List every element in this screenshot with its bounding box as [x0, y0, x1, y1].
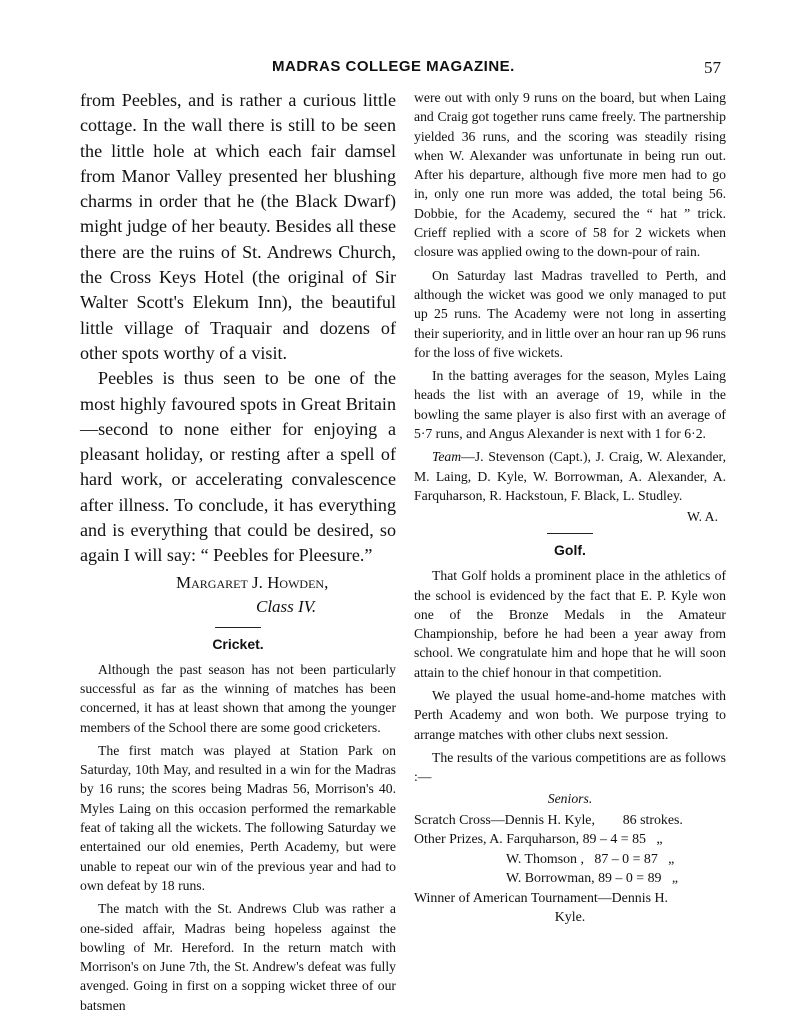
- peebles-paragraph-2: Peebles is thus seen to be one of the most highly favoured spots in Great Britain—second to none either for enjoying a pleasant holiday, or resting after a spell of hard work, or accelerating convalescence after illness. To conclude, it has everything and is everything that could be desired, so again I will say: “ Peebles for Pleesure.”: [80, 368, 396, 566]
- cricket-paragraph-3: The match with the St. Andrews Club was rather a one-sided affair, Madras being hopeless against the bowling of Mr. Hereford. In the return match with Morrison's on June 7th, the St. Andrew's defeat was fully avenged. Going in first on a sopping wicket three of our batsmen: [80, 901, 396, 1013]
- cricket-heading: Cricket.: [212, 635, 264, 652]
- cricket-paragraph-2: The first match was played at Station Park on Saturday, 10th May, and resulted in a win for the Madras by 16 runs; the scores being Madras 56, Morrison's 40. Myles Laing on this occasion performed the remarkable feat of taking all the wickets. The following Saturday we entertained our old enemies, Perth Academy, but were unable to repeat our win of the previous year and had to own defeat by 18 runs.: [80, 742, 396, 893]
- result-other-1: Other Prizes, A. Farquharson, 89 – 4 = 85 „: [414, 832, 663, 847]
- magazine-title: MADRAS COLLEGE MAGAZINE.: [272, 58, 515, 75]
- cricket-paragraph-4: were out with only 9 runs on the board, but when Laing and Craig got together runs came freely. The partnership yielded 36 runs, and the scoring was steadily rising when W. Alexander was unfortunate in being run out. After his departure, although five more men had to go in, only one run more was added, the total being 56. Dobbie, for the Academy, secured the “ hat ” trick. Crieff replied with a score of 58 for 2 wickets when closure was applied owing to the down-pour of rain.: [414, 90, 726, 260]
- result-other-2: W. Thomson , 87 – 0 = 87 „: [506, 851, 675, 867]
- author-name: Margaret J. Howden,: [176, 572, 329, 592]
- result-other-3: W. Borrowman, 89 – 0 = 89 „: [506, 871, 679, 886]
- team-label: Team: [432, 449, 462, 465]
- right-column: [414, 88, 726, 928]
- golf-paragraph-2: We played the usual home-and-home matches with Perth Academy and won both. We purpose trying to arrange matches with other clubs next session.: [414, 688, 726, 742]
- seniors-heading: Seniors.: [547, 790, 593, 806]
- team-list: [414, 447, 726, 505]
- signature: [80, 571, 396, 619]
- golf-heading: Golf.: [554, 542, 586, 559]
- page-header: [0, 58, 800, 82]
- cricket-paragraph-5: On Saturday last Madras travelled to Perth, and although the wicket was good we only managed to put up 25 runs. The Academy were not long in asserting their superiority, and in little over an hour ran up 96 runs for the loss of five wickets.: [414, 267, 726, 360]
- section-divider-golf: [547, 533, 593, 534]
- golf-paragraph-1: That Golf holds a prominent place in the athletics of the school is evidenced by the fact that E. P. Kyle won one of the Bronze Medals in the Amateur Championship, before he had been a year away from school. We congratulate him and hope that he will soon attain to the chief honour in that competition.: [414, 568, 726, 680]
- result-american: Winner of American Tournament—Dennis H.: [414, 890, 668, 906]
- author-class: Class IV.: [256, 596, 317, 616]
- peebles-paragraph-1: from Peebles, and is rather a curious little cottage. In the wall there is still to be seen the little hole at which each fair damsel from Manor Valley presented her blushing charms in order that he (the Black Dwarf) might judge of her beauty. Besides all these there are the ruins of St. Andrews Church, the Cross Keys Hotel (the original of Sir Walter Scott's Elekum Inn), the beautiful little village of Traquair and dozens of other spots worthy of a visit.: [80, 90, 396, 363]
- author-initials: W. A.: [686, 509, 718, 525]
- cricket-paragraph-6: In the batting averages for the season, Myles Laing heads the list with an average of 19, while in the bowling the same player is also first with an average of 5·7 runs, and Angus Alexander is next with 1 for 6·2.: [414, 368, 726, 442]
- result-scratch: Scratch Cross—Dennis H. Kyle, 86 strokes.: [414, 812, 683, 828]
- left-column: [80, 88, 396, 1019]
- team-text: —J. Stevenson (Capt.), J. Craig, W. Alexander, M. Laing, D. Kyle, W. Borrowman, A. Alexander, A. Farquharson, R. Hackstoun, F. Black, L. Studley.: [414, 449, 726, 503]
- section-divider: [215, 627, 261, 628]
- cricket-paragraph-1: Although the past season has not been particularly successful as far as the winning of matches has been concerned, it has at least shown that among the younger members of the School there are some good cricketers.: [80, 661, 396, 735]
- page-number: 57: [704, 58, 721, 77]
- golf-paragraph-3: The results of the various competitions are as follows :—: [414, 749, 726, 785]
- result-american-cont: Kyle.: [554, 910, 586, 925]
